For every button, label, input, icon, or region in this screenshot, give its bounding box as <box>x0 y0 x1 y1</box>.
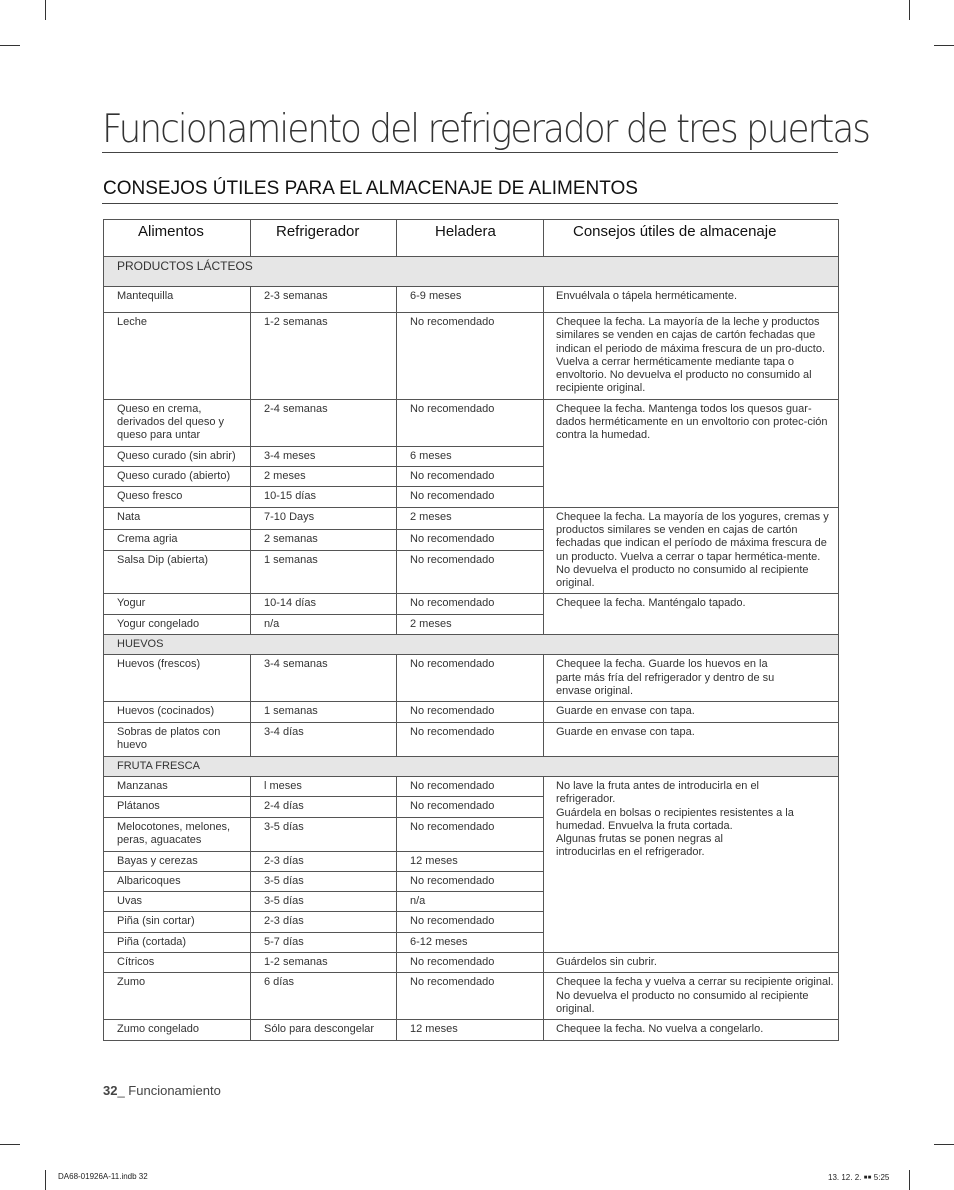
category-row <box>104 257 839 287</box>
freezer-cell: 12 meses <box>397 851 544 871</box>
tip-cell: Guárdelos sin cubrir. <box>544 953 839 973</box>
fridge-cell: 1 semanas <box>251 551 397 594</box>
tip-line: Guárdela en bolsas o recipientes resistentes a la humedad. Envuelva la fruta cortada. <box>556 806 794 832</box>
header-freezer: Heladera <box>397 220 544 257</box>
print-imprint-date: 13. 12. 2. ￭￭ 5:25 <box>828 1173 890 1182</box>
freezer-cell: n/a <box>397 892 544 912</box>
food-cell: Melocotones, melones, peras, aguacates <box>104 817 251 851</box>
category-label: FRUTA FRESCA <box>104 756 839 776</box>
fridge-cell: 1-2 semanas <box>251 953 397 973</box>
header-food: Alimentos <box>104 220 251 257</box>
food-cell: Huevos (cocinados) <box>104 702 251 722</box>
table-row <box>104 722 839 756</box>
freezer-cell: No recomendado <box>397 722 544 756</box>
tip-cell: Chequee la fecha. Guarde los huevos en la parte más fría del refrigerador y dentro de su envase original. <box>544 655 839 702</box>
tip-cell: Chequee la fecha. Manténgalo tapado. <box>544 594 839 635</box>
freezer-cell: 6-12 meses <box>397 932 544 952</box>
freezer-cell: No recomendado <box>397 871 544 891</box>
food-cell: Piña (cortada) <box>104 932 251 952</box>
freezer-cell: 2 meses <box>397 507 544 529</box>
crop-mark <box>0 1144 20 1145</box>
fridge-cell: 2 semanas <box>251 529 397 551</box>
freezer-cell: No recomendado <box>397 702 544 722</box>
freezer-cell: 12 meses <box>397 1020 544 1040</box>
table-row <box>104 313 839 400</box>
page-title: Funcionamiento del refrigerador de tres puertas <box>102 107 869 152</box>
fridge-cell: 2-3 días <box>251 912 397 932</box>
header-fridge: Refrigerador <box>251 220 397 257</box>
freezer-cell: No recomendado <box>397 529 544 551</box>
fridge-cell: 2-4 semanas <box>251 399 397 446</box>
food-cell: Queso curado (sin abrir) <box>104 446 251 466</box>
storage-table <box>103 219 839 1041</box>
food-cell: Albaricoques <box>104 871 251 891</box>
fridge-cell: 1 semanas <box>251 702 397 722</box>
section-rule <box>102 203 838 204</box>
freezer-cell: No recomendado <box>397 953 544 973</box>
food-cell: Leche <box>104 313 251 400</box>
page-number: 32 <box>103 1083 118 1098</box>
freezer-cell: No recomendado <box>397 594 544 614</box>
food-cell: Mantequilla <box>104 287 251 313</box>
freezer-cell: No recomendado <box>397 399 544 446</box>
fridge-cell: 3-5 días <box>251 871 397 891</box>
fridge-cell: Sólo para descongelar <box>251 1020 397 1040</box>
table-row <box>104 594 839 614</box>
food-cell: Yogur congelado <box>104 614 251 634</box>
food-cell: Sobras de platos con huevo <box>104 722 251 756</box>
header-tips: Consejos útiles de almacenaje <box>544 220 839 257</box>
fridge-cell: 3-4 semanas <box>251 655 397 702</box>
crop-mark <box>934 45 954 46</box>
tip-cell: Chequee la fecha. La mayoría de los yogures, cremas y productos similares se venden en cajas de cartón fechadas que indican el período de máxima frescura de un producto. Vuelva a cerrar o tapar hermética-mente. No devuelva el producto no consumido al recipiente original. <box>544 507 839 594</box>
food-cell: Piña (sin cortar) <box>104 912 251 932</box>
food-cell: Cítricos <box>104 953 251 973</box>
freezer-cell: No recomendado <box>397 776 544 796</box>
tip-line: No lave la fruta antes de introducirla en el refrigerador. <box>556 779 760 806</box>
freezer-cell: No recomendado <box>397 973 544 1020</box>
table-row <box>104 399 839 446</box>
tip-cell: Envuélvala o tápela herméticamente. <box>544 287 839 313</box>
crop-mark <box>45 0 46 20</box>
fridge-cell: 2-4 días <box>251 797 397 817</box>
freezer-cell: 6 meses <box>397 446 544 466</box>
food-cell: Queso en crema, derivados del queso y queso para untar <box>104 399 251 446</box>
food-cell: Plátanos <box>104 797 251 817</box>
fridge-cell: 10-15 días <box>251 487 397 507</box>
category-row <box>104 756 839 776</box>
freezer-cell: No recomendado <box>397 313 544 400</box>
tip-cell: Chequee la fecha y vuelva a cerrar su recipiente original. No devuelva el producto no consumido al recipiente original. <box>544 973 839 1020</box>
footer-label: _ Funcionamiento <box>117 1083 221 1098</box>
page-footer <box>103 1083 221 1098</box>
food-cell: Zumo congelado <box>104 1020 251 1040</box>
table-row <box>104 1020 839 1040</box>
fridge-cell: 2-3 días <box>251 851 397 871</box>
title-rule <box>102 152 838 153</box>
fridge-cell: 3-4 días <box>251 722 397 756</box>
fridge-cell: 3-5 días <box>251 892 397 912</box>
tip-cell: Chequee la fecha. No vuelva a congelarlo. <box>544 1020 839 1040</box>
fridge-cell: 10-14 días <box>251 594 397 614</box>
category-label: HUEVOS <box>104 635 839 655</box>
table-row <box>104 287 839 313</box>
food-cell: Uvas <box>104 892 251 912</box>
category-label: PRODUCTOS LÁCTEOS <box>104 257 839 287</box>
table-row <box>104 655 839 702</box>
fridge-cell: 3-4 meses <box>251 446 397 466</box>
crop-mark <box>45 1170 46 1190</box>
table-row <box>104 953 839 973</box>
fridge-cell: l meses <box>251 776 397 796</box>
crop-mark <box>0 45 20 46</box>
table-row <box>104 973 839 1020</box>
fridge-cell: 5-7 días <box>251 932 397 952</box>
freezer-cell: 2 meses <box>397 614 544 634</box>
food-cell: Crema agria <box>104 529 251 551</box>
crop-mark <box>934 1144 954 1145</box>
food-cell: Huevos (frescos) <box>104 655 251 702</box>
food-cell: Nata <box>104 507 251 529</box>
freezer-cell: No recomendado <box>397 467 544 487</box>
fridge-cell: n/a <box>251 614 397 634</box>
freezer-cell: No recomendado <box>397 817 544 851</box>
food-cell: Salsa Dip (abierta) <box>104 551 251 594</box>
food-cell: Manzanas <box>104 776 251 796</box>
fridge-cell: 3-5 días <box>251 817 397 851</box>
crop-mark <box>909 0 910 20</box>
tip-line: Algunas frutas se ponen negras al introducirlas en el refrigerador. <box>556 833 723 859</box>
table-header-row <box>104 220 839 257</box>
food-cell: Zumo <box>104 973 251 1020</box>
table-row <box>104 507 839 529</box>
tip-cell: Chequee la fecha. La mayoría de la leche y productos similares se venden en cajas de cartón fechadas que indican el periodo de máxima frescura de un pro-ducto. Vuelva a cerrar herméticamente mediante tapa o envoltorio. No devuelva el producto no consumido al recipiente original. <box>544 313 839 400</box>
freezer-cell: No recomendado <box>397 487 544 507</box>
print-imprint-file: DA68-01926A-11.indb 32 <box>58 1172 148 1181</box>
tip-cell: Guarde en envase con tapa. <box>544 722 839 756</box>
fridge-cell: 2 meses <box>251 467 397 487</box>
tip-cell <box>544 776 839 952</box>
freezer-cell: No recomendado <box>397 797 544 817</box>
freezer-cell: No recomendado <box>397 551 544 594</box>
fridge-cell: 6 días <box>251 973 397 1020</box>
food-cell: Queso curado (abierto) <box>104 467 251 487</box>
fridge-cell: 7-10 Days <box>251 507 397 529</box>
freezer-cell: No recomendado <box>397 655 544 702</box>
crop-mark <box>909 1170 910 1190</box>
freezer-cell: No recomendado <box>397 912 544 932</box>
tip-cell: Guarde en envase con tapa. <box>544 702 839 722</box>
tip-cell: Chequee la fecha. Mantenga todos los quesos guar-dados herméticamente en un envoltorio con protec-ción contra la humedad. <box>544 399 839 507</box>
table-row <box>104 702 839 722</box>
freezer-cell: 6-9 meses <box>397 287 544 313</box>
food-cell: Queso fresco <box>104 487 251 507</box>
fridge-cell: 1-2 semanas <box>251 313 397 400</box>
category-row <box>104 635 839 655</box>
section-title: CONSEJOS ÚTILES PARA EL ALMACENAJE DE ALIMENTOS <box>103 178 638 199</box>
food-cell: Bayas y cerezas <box>104 851 251 871</box>
table-row <box>104 776 839 796</box>
food-cell: Yogur <box>104 594 251 614</box>
fridge-cell: 2-3 semanas <box>251 287 397 313</box>
